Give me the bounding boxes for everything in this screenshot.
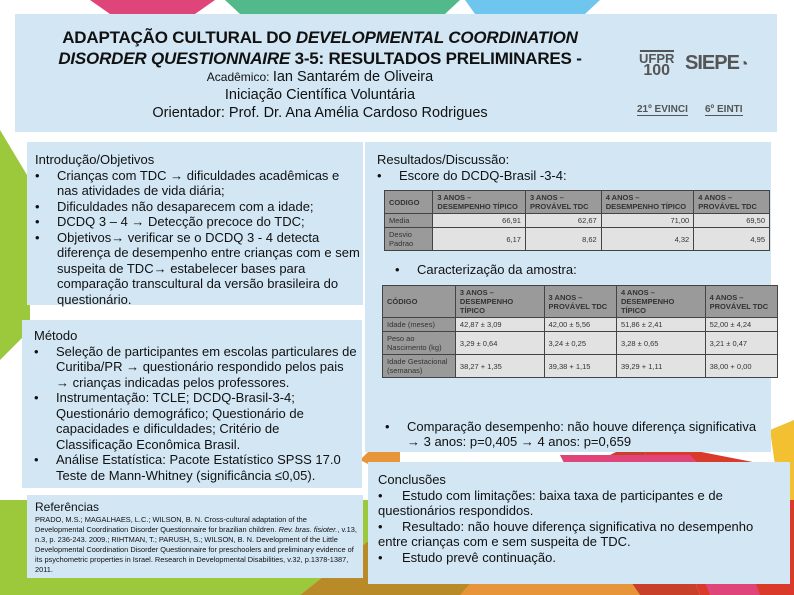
list-item: • Escore do DCDQ-Brasil -3-4: — [377, 167, 567, 183]
intro-section — [27, 142, 363, 305]
table-row — [383, 318, 778, 332]
table-cell: 69,50 — [694, 214, 770, 228]
table-cell: 66,91 — [433, 214, 526, 228]
intro-heading: Introdução/Objetivos — [35, 152, 155, 167]
table-cell: 42,87 ± 3,09 — [455, 318, 544, 332]
conclusions-heading: Conclusões — [378, 472, 446, 487]
list-item: • Dificuldades não desaparecem com a idade; — [35, 198, 314, 214]
column-header: 3 ANOS – PROVÁVEL TDC — [525, 191, 601, 214]
list-item: • DCDQ 3 – 4 → Detecção precoce do TDC; — [35, 214, 305, 229]
table-cell: 3,24 ± 0,25 — [544, 332, 616, 355]
method-section — [22, 320, 362, 488]
table-cell: 8,62 — [525, 228, 601, 251]
list-item: • Análise Estatística: Pacote Estatístico SPSS 17.0 Teste de Mann-Whitney (significância ≤0,05). — [34, 452, 341, 483]
row-label: Idade Gestacional (semanas) — [383, 355, 456, 378]
list-item: • Estudo com limitações: baixa taxa de participantes e de questionários respondidos. — [378, 487, 723, 518]
method-heading: Método — [34, 328, 78, 343]
table-row — [383, 332, 778, 355]
advisor-name: Orientador: Prof. Dr. Ana Amélia Cardoso Rodrigues — [152, 105, 488, 121]
references-section — [27, 495, 363, 578]
list-item: • Crianças com TDC → dificuldades acadêmicas e nas atividades de vida diária; — [35, 167, 340, 198]
table-cell: 6,17 — [433, 228, 526, 251]
poster-title-line1: ADAPTAÇÃO CULTURAL DO DEVELOPMENTAL COORDINATION — [62, 28, 578, 47]
table-cell: 42,00 ± 5,56 — [544, 318, 616, 332]
table-cell: 39,29 + 1,11 — [616, 355, 705, 378]
list-item: • Estudo prevê continuação. — [378, 549, 556, 565]
sample-table — [382, 285, 778, 378]
references-heading: Referências — [35, 500, 100, 514]
column-header: 3 ANOS – DESEMPENHO TÍPICO — [455, 286, 544, 318]
table-row — [385, 214, 770, 228]
table-cell: 3,21 ± 0,47 — [705, 332, 777, 355]
row-label: Peso ao Nascimento (kg) — [383, 332, 456, 355]
siepe-logo: SIEPE◔ — [685, 52, 748, 74]
ufpr-logo: UFPR 100 — [639, 42, 674, 77]
table-row — [383, 355, 778, 378]
table-cell: 71,00 — [601, 214, 694, 228]
list-item: • Comparação desempenho: não houve diferença significativa — [385, 419, 757, 434]
evinci-logo: 21º EVINCI — [637, 104, 688, 115]
references-text: PRADO, M.S.; MAGALHAES, L.C.; WILSON, B. N. Cross-cultural adaptation of the Developmental Coordination Disorder Questionnaire for brazilian children. Rev. bras. fisioter., v.13, n.3, p. 236-243. 2009.; RIHTMAN, T.; PARUSH, S.; WILSON, B. N. Development of the Little Developmental Coordination Disorder Questionnaire for preschoolers and preliminary evidence of its psychometric properties in Israel. Research in Developmental Disabilities, v.32, p.1378-1387, 2011. — [35, 515, 357, 574]
student-name: Acadêmico: Ian Santarém de Oliveira — [206, 69, 434, 85]
table-cell: 39,38 + 1,15 — [544, 355, 616, 378]
column-header: 3 ANOS – PROVÁVEL TDC — [544, 286, 616, 318]
table-header-row — [383, 286, 778, 318]
table-cell: 4,32 — [601, 228, 694, 251]
table-header-row — [385, 191, 770, 214]
list-item: • Caracterização da amostra: — [395, 262, 577, 277]
poster-title-line2: DISORDER QUESTIONNAIRE 3-5: RESULTADOS PRELIMINARES - — [58, 49, 582, 68]
table-cell: 38,27 + 1,35 — [455, 355, 544, 378]
table-cell: 38,00 + 0,00 — [705, 355, 777, 378]
column-header: 4 ANOS – PROVÁVEL TDC — [705, 286, 777, 318]
row-label: Media — [385, 214, 433, 228]
column-header: 3 ANOS – DESEMPENHO TÍPICO — [433, 191, 526, 214]
table-row — [385, 228, 770, 251]
p-values: → 3 anos: p=0,405 → 4 anos: p=0,659 — [407, 434, 632, 449]
table-cell: 52,00 ± 4,24 — [705, 318, 777, 332]
table-cell: 3,29 ± 0,64 — [455, 332, 544, 355]
row-label: Desvio Padrao — [385, 228, 433, 251]
column-header: 4 ANOS – PROVÁVEL TDC — [694, 191, 770, 214]
column-header: CODIGO — [385, 191, 433, 214]
einti-logo: 6º EINTI — [705, 104, 743, 115]
table-cell: 51,86 ± 2,41 — [616, 318, 705, 332]
results-heading: Resultados/Discussão: — [377, 152, 510, 167]
list-item: • Seleção de participantes em escolas particulares de Curitiba/PR → questionário respondido pelos pais → crianças indicadas pelos professores. — [34, 343, 357, 390]
table-cell: 3,28 ± 0,65 — [616, 332, 705, 355]
list-item: • Instrumentação: TCLE; DCDQ-Brasil-3-4; Questionário demográfico; Questionário de capacidades e dificuldades; Critério de Classificação Econômica Brasil. — [34, 390, 304, 452]
poster-header — [15, 14, 777, 132]
institution-logos — [633, 34, 773, 129]
table-cell: 4,95 — [694, 228, 770, 251]
column-header: 4 ANOS – DESEMPENHO TÍPICO — [601, 191, 694, 214]
list-item: • Objetivos→ verificar se o DCDQ 3 - 4 detecta diferença de desempenho entre crianças com e sem suspeita de TDC→ estabelecer bases para comparação transcultural da versão brasileira do questionário. — [35, 229, 360, 307]
program-name: Iniciação Científica Voluntária — [224, 87, 416, 103]
conclusions-section — [368, 462, 790, 584]
column-header: CÓDIGO — [383, 286, 456, 318]
table-cell: 62,67 — [525, 214, 601, 228]
list-item: • Resultado: não houve diferença significativa no desempenho entre crianças com e sem suspeita de TDC. — [378, 518, 754, 549]
score-table — [384, 190, 770, 251]
column-header: 4 ANOS – DESEMPENHO TÍPICO — [616, 286, 705, 318]
row-label: Idade (meses) — [383, 318, 456, 332]
